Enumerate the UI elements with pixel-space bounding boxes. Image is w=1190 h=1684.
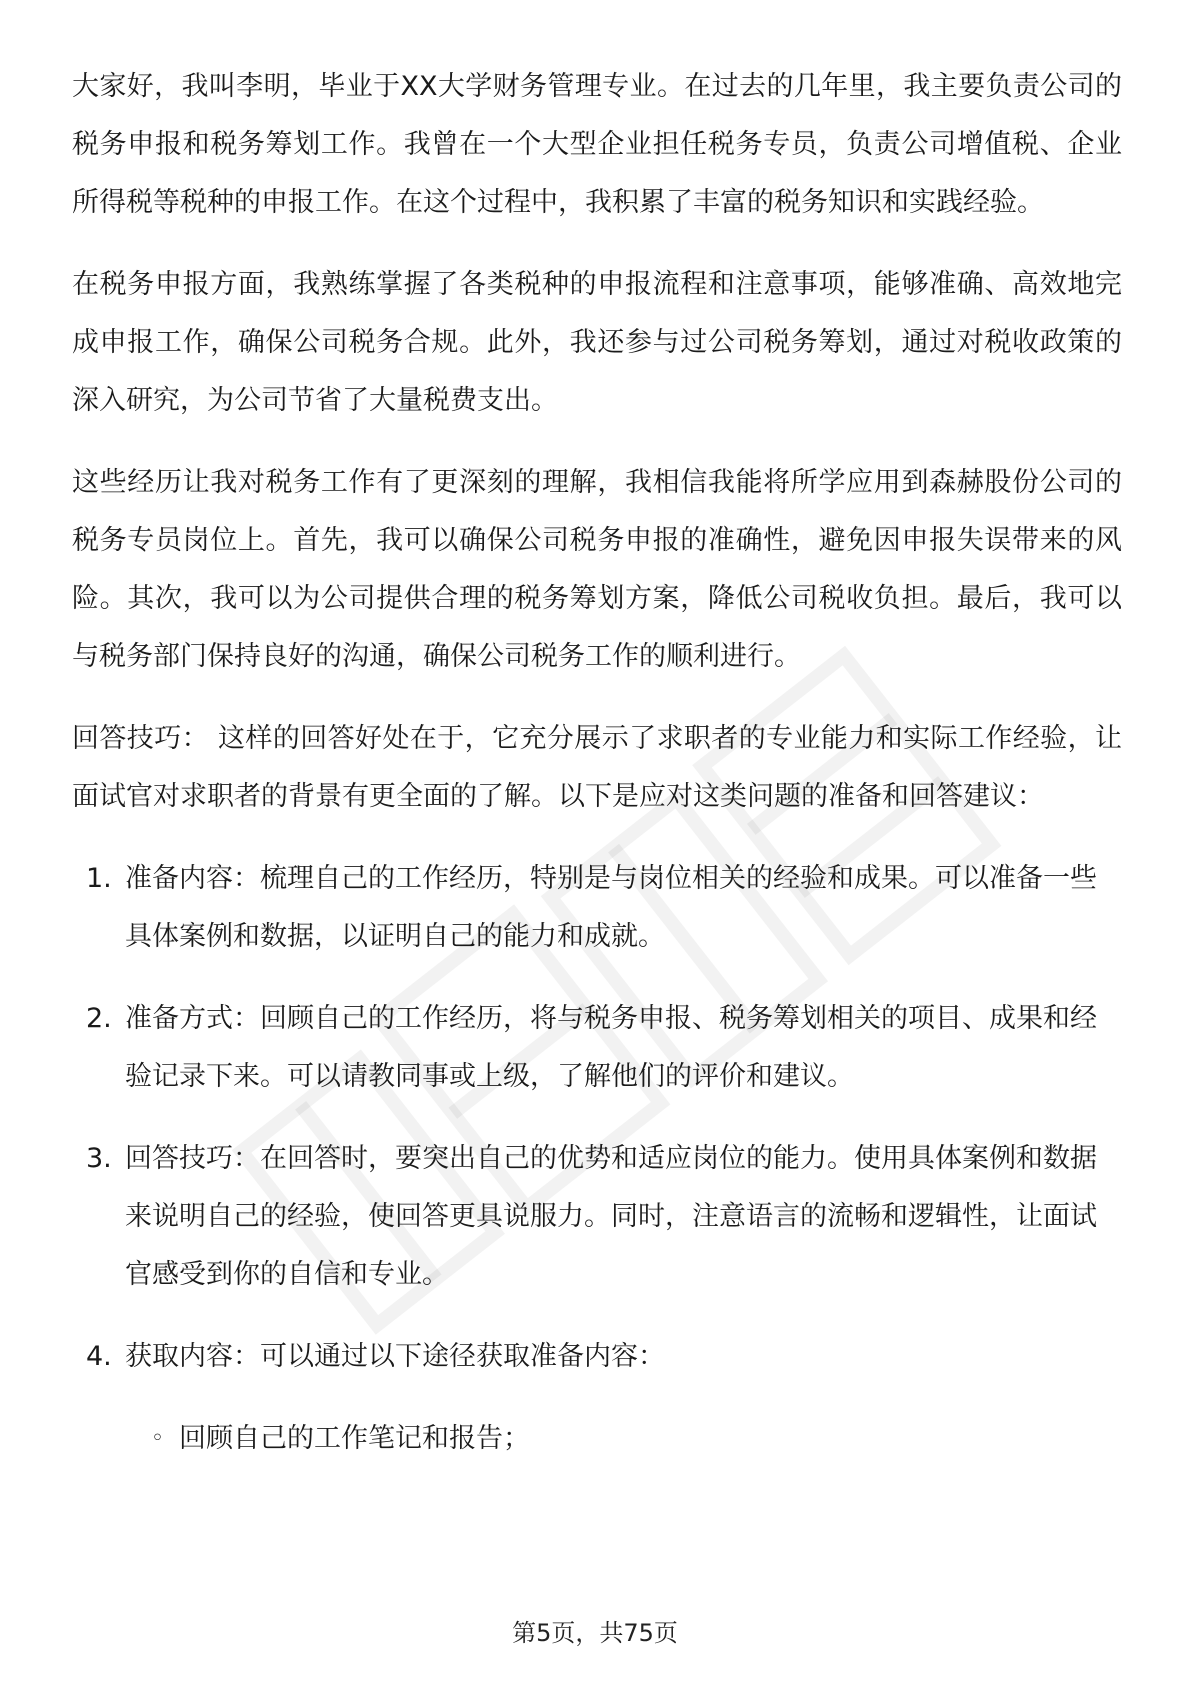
list-item-number: 1.: [86, 863, 112, 894]
list-item: [72, 990, 1122, 1106]
list-item: [72, 1130, 1122, 1304]
list-item-number: 3.: [86, 1143, 112, 1174]
sub-list-item: [72, 1410, 1122, 1468]
list-item: [72, 850, 1122, 966]
paragraph-application: 这些经历让我对税务工作有了更深刻的理解，我相信我能将所学应用到森赫股份公司的税务专员岗位上。首先，我可以确保公司税务申报的准确性，避免因申报失误带来的风险。其次，我可以为公司提供合理的税务筹划方案，降低公司税收负担。最后，我可以与税务部门保持良好的沟通，确保公司税务工作的顺利进行。: [72, 467, 1122, 672]
page-footer: 第5页，共75页: [512, 1619, 678, 1647]
list-item-number: 2.: [86, 1003, 112, 1034]
sub-list-item-text: 回顾自己的工作笔记和报告；: [179, 1423, 530, 1454]
paragraph-intro: 大家好，我叫李明，毕业于XX大学财务管理专业。在过去的几年里，我主要负责公司的税务申报和税务筹划工作。我曾在一个大型企业担任税务专员，负责公司增值税、企业所得税等税种的申报工作。在这个过程中，我积累了丰富的税务知识和实践经验。: [72, 71, 1122, 218]
list-item-text: 准备方式：回顾自己的工作经历，将与税务申报、税务筹划相关的项目、成果和经验记录下来。可以请教同事或上级，了解他们的评价和建议。: [125, 1003, 1097, 1092]
list-item-text: 准备内容：梳理自己的工作经历，特别是与岗位相关的经验和成果。可以准备一些具体案例和数据，以证明自己的能力和成就。: [125, 863, 1097, 952]
document-body: [72, 58, 1122, 1468]
hollow-bullet-icon: ◦: [151, 1426, 164, 1451]
list-item-number: 4.: [86, 1341, 112, 1372]
paragraph-answer-tips: 回答技巧： 这样的回答好处在于，它充分展示了求职者的专业能力和实际工作经验，让面试官对求职者的背景有更全面的了解。以下是应对这类问题的准备和回答建议：: [72, 723, 1122, 812]
list-item: [72, 1328, 1122, 1386]
paragraph-tax-filing: 在税务申报方面，我熟练掌握了各类税种的申报流程和注意事项，能够准确、高效地完成申报工作，确保公司税务合规。此外，我还参与过公司税务筹划，通过对税收政策的深入研究，为公司节省了大量税费支出。: [72, 269, 1122, 416]
numbered-list: [72, 850, 1122, 1386]
list-item-text: 获取内容：可以通过以下途径获取准备内容：: [125, 1341, 665, 1372]
list-item-text: 回答技巧：在回答时，要突出自己的优势和适应岗位的能力。使用具体案例和数据来说明自己的经验，使回答更具说服力。同时，注意语言的流畅和逻辑性，让面试官感受到你的自信和专业。: [125, 1143, 1097, 1290]
